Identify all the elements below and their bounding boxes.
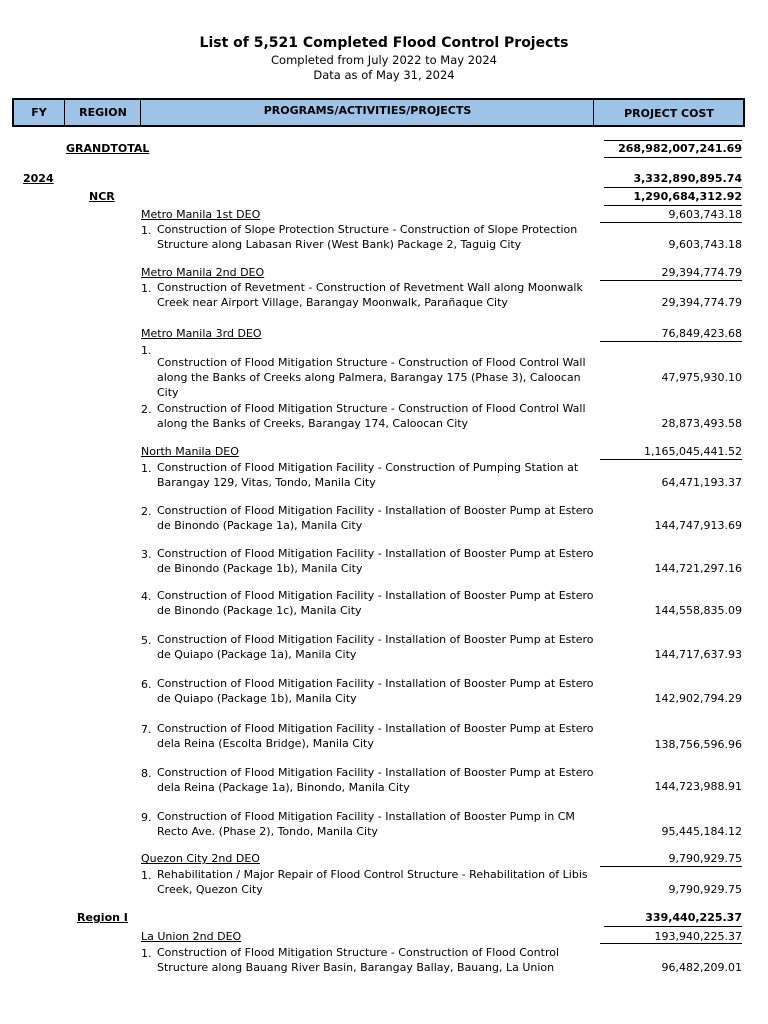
project-description-line: de Binondo (Package 1b), Manila City <box>157 562 363 575</box>
divider <box>604 926 742 927</box>
project-description <box>157 867 597 897</box>
project-description-line: Recto Ave. (Phase 2), Tondo, Manila City <box>157 825 378 838</box>
column-header-project-cost: PROJECT COST <box>593 100 744 125</box>
project-description <box>157 503 597 533</box>
deo-amount: 193,940,225.37 <box>654 930 742 943</box>
table-header <box>12 98 745 127</box>
project-description-line: Construction of Flood Mitigation Structure - Construction of Flood Control Wall <box>157 402 586 415</box>
fy-2024-label: 2024 <box>23 172 54 185</box>
region-i-label: Region I <box>77 911 128 924</box>
deo-label: Metro Manila 2nd DEO <box>141 266 265 279</box>
divider <box>604 140 742 141</box>
project-description <box>157 765 597 795</box>
fy-2024-amount: 3,332,890,895.74 <box>633 172 742 185</box>
project-description-line: Construction of Flood Mitigation Facility - Installation of Booster Pump at Estero <box>157 766 594 779</box>
project-amount: 144,558,835.09 <box>654 604 742 617</box>
project-amount: 64,471,193.37 <box>661 476 742 489</box>
project-amount: 9,790,929.75 <box>668 883 742 896</box>
project-description-line: Barangay 129, Vitas, Tondo, Manila City <box>157 476 376 489</box>
deo-amount: 76,849,423.68 <box>661 327 742 340</box>
column-header-region: REGION <box>64 100 141 125</box>
project-description <box>157 401 597 431</box>
project-number: 7. <box>141 723 152 736</box>
divider <box>600 866 742 867</box>
project-description <box>157 222 597 252</box>
project-amount: 144,747,913.69 <box>654 519 742 532</box>
divider <box>600 222 742 223</box>
project-number: 8. <box>141 767 152 780</box>
project-amount: 95,445,184.12 <box>661 825 742 838</box>
project-amount: 47,975,930.10 <box>661 371 742 384</box>
project-description-line: along the Banks of Creeks, Barangay 174, Caloocan City <box>157 417 469 430</box>
deo-amount: 1,165,045,441.52 <box>644 445 742 458</box>
project-description-line: de Quiapo (Package 1a), Manila City <box>157 648 357 661</box>
column-header-fy: FY <box>31 106 47 119</box>
project-description-line: Creek near Airport Village, Barangay Moonwalk, Parañaque City <box>157 296 508 309</box>
project-description-line: de Quiapo (Package 1b), Manila City <box>157 692 357 705</box>
region-i-amount: 339,440,225.37 <box>645 911 742 924</box>
project-description-line: de Binondo (Package 1c), Manila City <box>157 604 362 617</box>
project-description-line: de Binondo (Package 1a), Manila City <box>157 519 363 532</box>
project-amount: 144,717,637.93 <box>654 648 742 661</box>
project-number: 1. <box>141 947 152 960</box>
deo-label: La Union 2nd DEO <box>141 930 242 943</box>
project-amount: 28,873,493.58 <box>661 417 742 430</box>
project-number: 6. <box>141 678 152 691</box>
project-description-line: Construction of Flood Mitigation Facility - Construction of Pumping Station at <box>157 461 579 474</box>
project-amount: 144,721,297.16 <box>654 562 742 575</box>
project-description <box>157 945 597 975</box>
project-number: 1. <box>141 282 152 295</box>
grandtotal-amount: 268,982,007,241.69 <box>618 142 742 155</box>
project-description-line: Construction of Flood Mitigation Facility - Installation of Booster Pump at Estero <box>157 589 594 602</box>
project-number: 2. <box>141 505 152 518</box>
project-number: 1. <box>141 869 152 882</box>
deo-label: Metro Manila 3rd DEO <box>141 327 262 340</box>
project-description-line: Construction of Flood Mitigation Facility - Installation of Booster Pump in CM <box>157 810 575 823</box>
project-amount: 144,723,988.91 <box>654 780 742 793</box>
project-description-line: Construction of Slope Protection Structure - Construction of Slope Protection <box>157 223 578 236</box>
project-description-line: dela Reina (Escolta Bridge), Manila City <box>157 737 374 750</box>
project-description <box>157 721 597 751</box>
divider <box>604 157 742 158</box>
project-description <box>157 460 597 490</box>
project-description-line: Creek, Quezon City <box>157 883 263 896</box>
page-title: List of 5,521 Completed Flood Control Projects <box>199 35 569 51</box>
project-amount: 142,902,794.29 <box>654 692 742 705</box>
project-description-line: Structure along Labasan River (West Bank) Package 2, Taguig City <box>157 238 522 251</box>
project-number: 1. <box>141 462 152 475</box>
project-amount: 96,482,209.01 <box>661 961 742 974</box>
project-description-line: dela Reina (Package 1a), Binondo, Manila City <box>157 781 410 794</box>
project-description-line: Rehabilitation / Major Repair of Flood Control Structure - Rehabilitation of Libis <box>157 868 588 881</box>
divider <box>600 943 742 944</box>
divider <box>600 280 742 281</box>
project-description-line: Construction of Flood Mitigation Structure - Construction of Flood Control Wall <box>157 356 586 369</box>
project-description-line: along the Banks of Creeks along Palmera, Barangay 175 (Phase 3), Caloocan City <box>157 371 581 399</box>
project-amount: 9,603,743.18 <box>668 238 742 251</box>
divider <box>600 459 742 460</box>
project-description <box>157 632 597 662</box>
project-description-line: Construction of Revetment - Construction of Revetment Wall along Moonwalk <box>157 281 583 294</box>
project-description <box>157 588 597 618</box>
project-description-line: Construction of Flood Mitigation Facility - Installation of Booster Pump at Estero <box>157 722 594 735</box>
project-number: 1. <box>141 224 152 237</box>
project-description <box>157 355 597 400</box>
deo-amount: 9,790,929.75 <box>668 852 742 865</box>
deo-label: Metro Manila 1st DEO <box>141 208 261 221</box>
project-number: 1. <box>141 344 152 357</box>
project-number: 3. <box>141 548 152 561</box>
project-number: 5. <box>141 634 152 647</box>
column-header-ppa: PROGRAMS/ACTIVITIES/PROJECTS <box>140 100 594 125</box>
project-description <box>157 809 597 839</box>
project-number: 2. <box>141 403 152 416</box>
grandtotal-label: GRANDTOTAL <box>66 142 150 155</box>
project-number: 9. <box>141 811 152 824</box>
project-description <box>157 280 597 310</box>
project-description-line: Construction of Flood Mitigation Facility - Installation of Booster Pump at Estero <box>157 504 594 517</box>
project-description-line: Construction of Flood Mitigation Facility - Installation of Booster Pump at Estero <box>157 633 594 646</box>
deo-amount: 29,394,774.79 <box>661 266 742 279</box>
project-description-line: Construction of Flood Mitigation Facility - Installation of Booster Pump at Estero <box>157 547 594 560</box>
project-description <box>157 676 597 706</box>
project-description-line: Structure along Bauang River Basin, Barangay Ballay, Bauang, La Union <box>157 961 555 974</box>
project-number: 4. <box>141 590 152 603</box>
project-description-line: Construction of Flood Mitigation Structure - Construction of Flood Control <box>157 946 560 959</box>
region-ncr-label: NCR <box>89 190 115 203</box>
date-range-subtitle: Completed from July 2022 to May 2024 <box>271 53 497 67</box>
divider <box>604 205 742 206</box>
deo-label: Quezon City 2nd DEO <box>141 852 260 865</box>
deo-label: North Manila DEO <box>141 445 239 458</box>
deo-amount: 9,603,743.18 <box>668 208 742 221</box>
data-as-of-subtitle: Data as of May 31, 2024 <box>313 68 455 82</box>
divider <box>604 187 742 188</box>
region-ncr-amount: 1,290,684,312.92 <box>633 190 742 203</box>
project-amount: 29,394,774.79 <box>661 296 742 309</box>
divider <box>600 341 742 342</box>
project-amount: 138,756,596.96 <box>654 738 742 751</box>
project-description <box>157 546 597 576</box>
project-description-line: Construction of Flood Mitigation Facility - Installation of Booster Pump at Estero <box>157 677 594 690</box>
